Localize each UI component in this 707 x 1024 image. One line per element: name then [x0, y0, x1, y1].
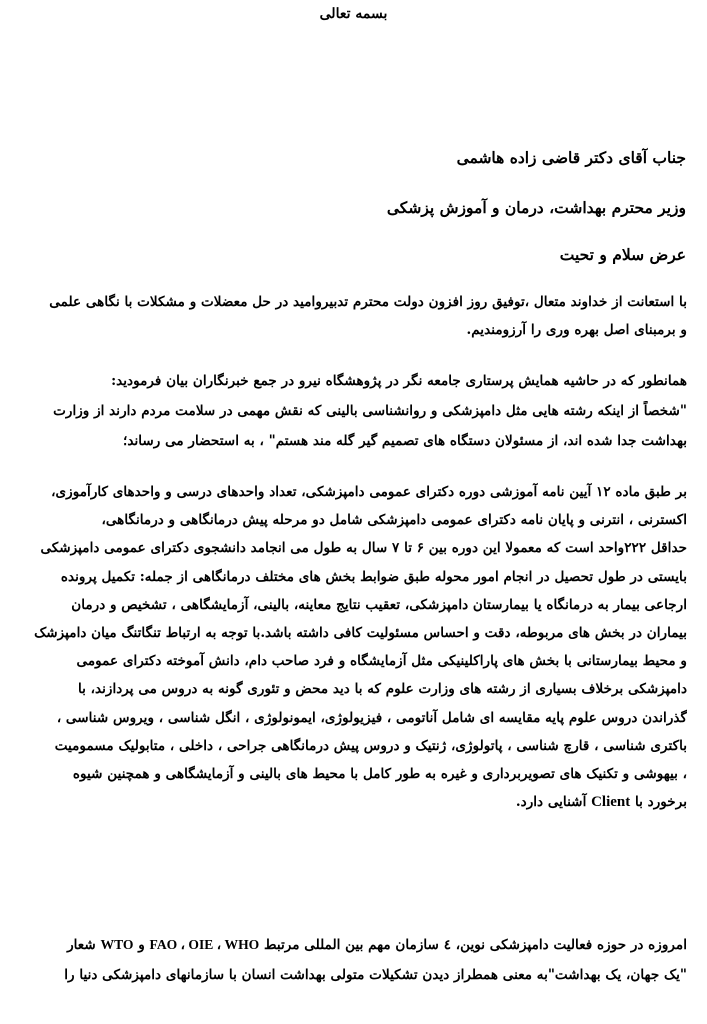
paragraph-4 — [21, 935, 687, 995]
paragraph-line: بیماران در بخش های مربوطه، دقت و احساس مسئولیت کافی داشته باشد.با توجه به ارتباط تنگاتنگ میان دامپزشک — [34, 624, 687, 641]
paragraph-line: بایستی در طول تحصیل در انجام امور محوله طبق ضوابط بخش های مختلف درمانگاهی از جمله: تکمیل پرونده — [60, 568, 687, 585]
paragraph-line: بهداشت جدا شده اند، از مسئولان دستگاه های تصمیم گیر گله مند هستم" ، به استحضار می رساند؛ — [123, 433, 687, 449]
client-term: Client — [591, 794, 631, 811]
org-names: FAO ، OIE ، WHO — [149, 937, 260, 952]
paragraph-line: گذراندن دروس علوم پایه مقایسه ای شامل آناتومی ، فیزیولوژی، ایمونولوژی ، انگل شناسی ، ویروس شناسی ، — [56, 709, 687, 726]
basmala-heading: بسمه تعالی — [319, 6, 388, 22]
paragraph-line: و برمبنای اصل بهره وری را آرزومندیم. — [466, 321, 687, 338]
paragraph-line: ، بیهوشی و تکنیک های تصویربرداری و غیره به طور کامل با محیط های بالینی و آزمایشگاهی و همچنین شیوه — [72, 765, 687, 782]
paragraph-line: حداقل ۲۲۲واحد است که معمولا این دوره بین ۶ تا ۷ سال به طول می انجامد دانشجوی دکترای عمومی دامپزشکی — [40, 540, 687, 557]
paragraph-line: اکسترنی ، انترنی و پایان نامه دکترای عمومی دامپزشکی شامل دو مرحله پیش درمانگاهی و درمانگاهی، — [101, 512, 687, 529]
paragraph-line: دامپزشکی برخلاف بسیاری از رشته های وزارت علوم که با دید محض و تئوری گونه به دروس می پردازند، با — [77, 681, 687, 698]
addressee-name: جناب آقای دکتر قاضی زاده هاشمی — [456, 148, 686, 167]
paragraph-line: همانطور که در حاشیه همایش پرستاری جامعه نگر در پژوهشگاه نیرو در جمع خبرنگاران بیان فرمودید: — [111, 373, 687, 389]
last-line-suffix: آشنایی دارد. — [515, 794, 587, 811]
paragraph-line: "شخصاً از اینکه رشته هایی مثل دامپزشکی و روانشناسی بالینی که نقش مهمی در سلامت مردم دارند از وزارت — [53, 403, 687, 419]
paragraph-1 — [21, 292, 687, 347]
paragraph-2 — [21, 371, 687, 461]
paragraph-line — [21, 935, 687, 965]
paragraph-line: و محیط بیمارستانی با بخش های پاراکلینیکی مثل آزمایشگاه و فرد صاحب دام، دانش آموخته دکترای عمومی — [76, 653, 687, 670]
wto-name: WTO — [100, 937, 134, 952]
paragraph-line: باکتری شناسی ، قارچ شناسی ، پاتولوژی، ژنتیک و دروس پیش درمانگاهی جراحی ، داخلی ، متابولیک مسمومیت — [54, 737, 687, 754]
paragraph-line: با استعانت از خداوند متعال ،توفیق روز افزون دولت محترم تدبیروامید در حل معضلات و مشکلات با نگاهی علمی — [49, 294, 687, 310]
greeting: عرض سلام و تحیت — [559, 245, 686, 264]
last-line-prefix: برخورد با — [635, 794, 687, 811]
paragraph-line: ارجاعی بیمار به درمانگاه یا بیمارستان دامپزشکی، تعقیب نتایج معاینه، بالینی، آزمایشگاهی ، تشخیص و درمان — [71, 596, 687, 613]
para4-prefix: امروزه در حوزه فعالیت دامپزشکی نوین، ٤ سازمان مهم بین المللی مرتبط — [264, 937, 687, 953]
paragraph-line: "یک جهان، یک بهداشت"به معنی همطراز دیدن تشکیلات متولی بهداشت انسان با سازمانهای دامپزشکی دنیا را — [64, 967, 687, 983]
paragraph-last-line — [21, 792, 687, 820]
paragraph-3 — [21, 482, 687, 820]
para4-suffix: شعار — [67, 937, 96, 953]
paragraph-line: بر طبق ماده ۱۲ آیین نامه آموزشی دوره دکترای عمومی دامپزشکی، تعداد واحدهای درسی و واحدهای کارآموزی، — [51, 484, 687, 500]
para4-and: و — [138, 937, 145, 953]
addressee-title: وزیر محترم بهداشت، درمان و آموزش پزشکی — [386, 198, 686, 217]
